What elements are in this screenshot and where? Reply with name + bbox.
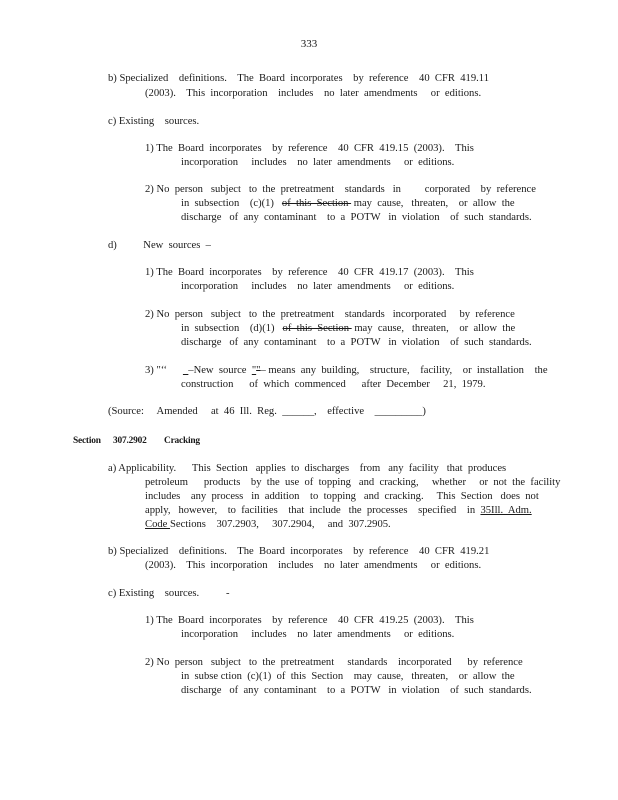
subsection-b-line-2: (2003). This incorporation includes no later amendments or editions. — [145, 88, 482, 99]
c1-item-2-line-2-post: may cause, threaten, or allow the — [351, 198, 515, 209]
subsection-a-line-5-post: Sections 307.2903, 307.2904, and 307.2905. — [170, 519, 391, 530]
d1-item-3-line-2: construction of which commenced after December 21, 1979. — [181, 379, 486, 390]
d1-item-3-line-1 — [145, 364, 548, 378]
source-note — [108, 405, 426, 419]
d1-item-1-line-1: 1) The Board incorporates by reference 40 CFR 419.17 (2003). This — [145, 267, 474, 278]
c2-item-1-line-1: 1) The Board incorporates by reference 40 CFR 419.25 (2003). This — [145, 615, 474, 626]
subsection-c2-heading: c) Existing sources. — [108, 588, 200, 599]
subsection-c2-dash: - — [226, 588, 230, 599]
c1-item-2-line-3: discharge of any contaminant to a POTW in violation of such standards. — [181, 212, 532, 223]
subsection-a-line-3: includes any process in addition to topping and cracking. This Section does not — [145, 491, 539, 502]
c1-item-1-line-2: incorporation includes no later amendments or editions. — [181, 157, 455, 168]
c1-item-1-line-1: 1) The Board incorporates by reference 40 CFR 419.15 (2003). This — [145, 143, 474, 154]
c2-item-1-line-2: incorporation includes no later amendments or editions. — [181, 629, 455, 640]
subsection-b-line-1: b) Specialized definitions. The Board incorporates by reference 40 CFR 419.11 — [108, 73, 489, 84]
c1-item-2-line-2 — [181, 197, 515, 211]
d1-item-1-line-2: incorporation includes no later amendments or editions. — [181, 281, 455, 292]
source-note-blank-1: ______ — [282, 406, 314, 417]
subsection-a-underlined-code: Code — [145, 519, 171, 530]
c1-item-2-line-2-pre: in subsection (c)(1) — [181, 198, 282, 209]
c2-item-2-line-3: discharge of any contaminant to a POTW in violation of such standards. — [181, 685, 532, 696]
d1-item-3-post: – means any building, structure, facility, or installation the — [260, 365, 548, 376]
source-note-blank-2: _________ — [374, 406, 423, 417]
subsection-a-line-2: petroleum products by the use of topping and cracking, whether or not the facility — [145, 477, 561, 488]
d1-item-2-line-3: discharge of any contaminant to a POTW in violation of such standards. — [181, 337, 532, 348]
subsection-b2-line-1: b) Specialized definitions. The Board incorporates by reference 40 CFR 419.21 — [108, 546, 490, 557]
subsection-a-line-4-pre: apply, however, to facilities that include the processes specified in — [145, 505, 481, 516]
subsection-d-heading: d) New sources – — [108, 240, 211, 251]
d1-item-2-line-1: 2) No person subject to the pretreatment standards incorporated by reference — [145, 309, 515, 320]
subsection-a-line-5 — [145, 518, 391, 532]
source-note-mid: , effective — [313, 406, 375, 417]
subsection-c-heading: c) Existing sources. — [108, 116, 200, 127]
d1-item-2-stricken-text: of this Section — [282, 323, 352, 334]
d1-item-2-line-2 — [181, 322, 515, 336]
page-number: 333 — [300, 38, 318, 50]
d1-item-3-pre: 3) "‘‘ — [145, 365, 183, 376]
d1-item-2-line-2-post: may cause, threaten, or allow the — [351, 323, 516, 334]
c2-item-2-line-1: 2) No person subject to the pretreatment standards incorporated by reference — [145, 657, 523, 668]
d1-item-3-quote: " — [251, 365, 257, 376]
subsection-b2-line-2: (2003). This incorporation includes no later amendments or editions. — [145, 560, 482, 571]
source-note-pre: (Source: Amended at 46 Ill. Reg. — [108, 406, 283, 417]
subsection-a-line-4 — [145, 504, 532, 518]
subsection-a-line-1: a) Applicability. This Section applies to discharges from any facility that produces — [108, 463, 507, 474]
d1-item-3-term: –New source — [188, 365, 252, 376]
d1-item-2-line-2-pre: in subsection (d)(1) — [181, 323, 283, 334]
c1-item-2-stricken-text: of this Section — [281, 198, 352, 209]
c2-item-2-line-2: in subse ction (c)(1) of this Section may cause, threaten, or allow the — [181, 671, 515, 682]
subsection-a-underlined-citation: 35Ill. Adm. — [480, 505, 532, 516]
section-number: 307.2902 — [113, 436, 147, 446]
section-title: Cracking — [164, 436, 200, 446]
d1-item-3-underline: _ — [182, 365, 189, 376]
source-note-post: ) — [422, 406, 426, 417]
c1-item-2-line-1: 2) No person subject to the pretreatment standards in corporated by reference — [145, 184, 536, 195]
d1-item-3-stricken-quote: " — [256, 365, 261, 376]
section-label: Section — [73, 436, 101, 446]
